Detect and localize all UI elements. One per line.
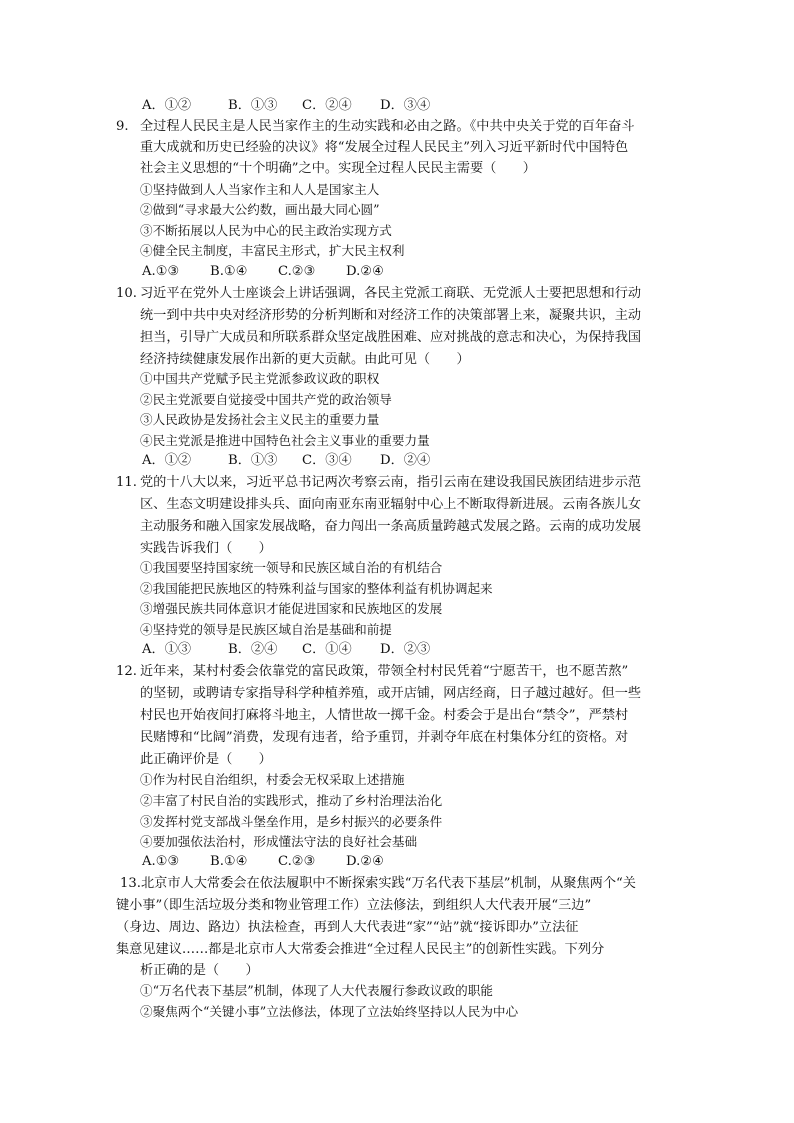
q11-option-2: ②我国能把民族地区的特殊利益与国家的整体利益有机协调起来 — [140, 581, 493, 596]
q9-option-1: ①坚持做到人人当家作主和人人是国家主人 — [140, 182, 380, 197]
q10-stem-line-2: 统一到中共中央对经济形势的分析判断和对经济工作的决策部署上来，凝聚共识，主动 — [140, 308, 642, 323]
q10-stem-line-3: 担当，引导广大成员和所联系群众坚定战胜困难、应对挑战的意志和决心，为保持我国 — [140, 330, 642, 345]
q12-choices — [142, 852, 384, 872]
q12-option-1: ①作为村民自治组织，村委会无权采取上述措施 — [140, 772, 405, 787]
q9-choices — [142, 262, 384, 282]
q9-stem-line-2: 重大成就和历史已经验的决议》将“发展全过程人民民主”列入习近平新时代中国特色 — [140, 140, 629, 155]
q13-number: 13. — [120, 876, 141, 891]
q11-option-3: ③增强民族共同体意识才能促进国家和民族地区的发展 — [140, 601, 443, 616]
q12-option-2: ②丰富了村民自治的实践形式，推动了乡村治理法治化 — [140, 793, 443, 808]
q11-number: 11. — [116, 475, 137, 490]
q10-choices — [142, 451, 430, 471]
q9-option-4: ④健全民主制度，丰富民主形式，扩大民主权利 — [140, 243, 405, 258]
choice-d: D.②④ — [346, 264, 384, 279]
q10-stem-line-4: 经济持续健康发展作出新的更大贡献。由此可见（ ） — [140, 352, 470, 367]
choice-c: C．①④ — [302, 642, 352, 657]
choice-b: B．②④ — [228, 642, 278, 657]
q11-option-1: ①我国要坚持国家统一领导和民族区域自治的有机结合 — [140, 560, 443, 575]
choice-d: D．③④ — [380, 98, 431, 113]
q11-stem-line-3: 主动服务和融入国家发展战略，奋力闯出一条高质量跨越式发展之路。云南的成功发展 — [140, 519, 642, 534]
choice-c: C．②④ — [302, 98, 352, 113]
q11-choices — [142, 640, 430, 660]
choice-d: D．②④ — [380, 453, 431, 468]
q12-option-3: ③发挥村党支部战斗堡垒作用，是乡村振兴的必要条件 — [140, 814, 443, 829]
q9-number: 9. — [116, 119, 129, 134]
q13-stem-line-3: （身边、周边、路边）执法检查，再到人大代表进“家”“站”就“接诉即办”立法征 — [116, 920, 579, 935]
choice-b: B.①④ — [210, 854, 248, 869]
q10-option-2: ②民主党派要自觉接受中国共产党的政治领导 — [140, 392, 392, 407]
choice-b: B.①④ — [210, 264, 248, 279]
choice-a: A．①② — [142, 453, 192, 468]
q9-stem-line-3: 社会主义思想的“十个明确”之中。实现全过程人民民主需要（ ） — [140, 161, 536, 176]
q9-stem-line-1: 全过程人民民主是人民当家作主的生动实践和必由之路。《中共中央关于党的百年奋斗 — [140, 119, 635, 134]
q10-option-4: ④民主党派是推进中国特色社会主义事业的重要力量 — [140, 433, 430, 448]
q13-stem-line-1: 北京市人大常委会在依法履职中不断探索实践“万名代表下基层”机制，从聚焦两个“关 — [141, 876, 636, 891]
q12-stem-line-4: 民赌博和“比阔”消费，发现有违者，给予重罚，并剥夺年底在村集体分红的资格。对 — [140, 730, 629, 745]
q10-option-1: ①中国共产党赋予民主党派参政议政的职权 — [140, 371, 380, 386]
choice-a: A.①③ — [142, 854, 180, 869]
q11-option-4: ④坚持党的领导是民族区域自治是基础和前提 — [140, 622, 392, 637]
choice-a: A．①② — [142, 98, 192, 113]
q9-option-2: ②做到“寻求最大公约数，画出最大同心圆” — [140, 202, 380, 217]
q9-option-3: ③不断拓展以人民为中心的民主政治实现方式 — [140, 223, 392, 238]
q10-number: 10. — [116, 286, 137, 301]
choice-b: B．①③ — [228, 98, 278, 113]
q11-stem-line-2: 区、生态文明建设排头兵、面向南亚东南亚辐射中心上不断取得新进展。云南各族儿女 — [140, 497, 642, 512]
q13-option-1: ①“万名代表下基层”机制，体现了人大代表履行参政议政的职能 — [140, 983, 493, 998]
q11-stem-line-4: 实践告诉我们（ ） — [140, 541, 272, 556]
q13-stem-line-5: 析正确的是（ ） — [140, 963, 259, 978]
q12-stem-line-3: 村民也开始夜间打麻将斗地主，人情世故一掷千金。村委会于是出台“禁令”，严禁村 — [140, 708, 629, 723]
top-choices — [142, 96, 430, 116]
choice-a: A.①③ — [142, 264, 180, 279]
q12-stem-line-1: 近年来，某村村委会依靠党的富民政策，带领全村村民凭着“宁愿苦干，也不愿苦熬” — [140, 664, 629, 679]
choice-b: B．①③ — [228, 453, 278, 468]
q12-stem-line-5: 此正确评价是（ ） — [140, 752, 272, 767]
choice-d: D．②③ — [380, 642, 431, 657]
q12-number: 12. — [116, 664, 137, 679]
q13-stem-line-4: 集意见建议……都是北京市人大常委会推进“全过程人民民主”的创新性实践。下列分 — [116, 942, 605, 957]
q10-option-3: ③人民政协是发扬社会主义民主的重要力量 — [140, 412, 380, 427]
q10-stem-line-1: 习近平在党外人士座谈会上讲话强调，各民主党派工商联、无党派人士要把思想和行动 — [140, 286, 642, 301]
choice-d: D.②④ — [346, 854, 384, 869]
q11-stem-line-1: 党的十八大以来，习近平总书记两次考察云南，指引云南在建设我国民族团结进步示范 — [140, 475, 642, 490]
choice-c: C.②③ — [278, 854, 316, 869]
choice-a: A．①③ — [142, 642, 192, 657]
q13-option-2: ②聚焦两个“关键小事”立法修法，体现了立法始终坚持以人民为中心 — [140, 1004, 519, 1019]
q12-option-4: ④要加强依法治村，形成懂法守法的良好社会基础 — [140, 834, 418, 849]
q12-stem-line-2: 的坚韧，或聘请专家指导科学种植养殖，或开店铺，网店经商，日子越过越好。但一些 — [140, 686, 642, 701]
choice-c: C．③④ — [302, 453, 352, 468]
q13-stem-line-2: 键小事”（即生活垃圾分类和物业管理工作）立法修法，到组织人大代表开展“三边” — [116, 898, 592, 913]
choice-c: C.②③ — [278, 264, 316, 279]
